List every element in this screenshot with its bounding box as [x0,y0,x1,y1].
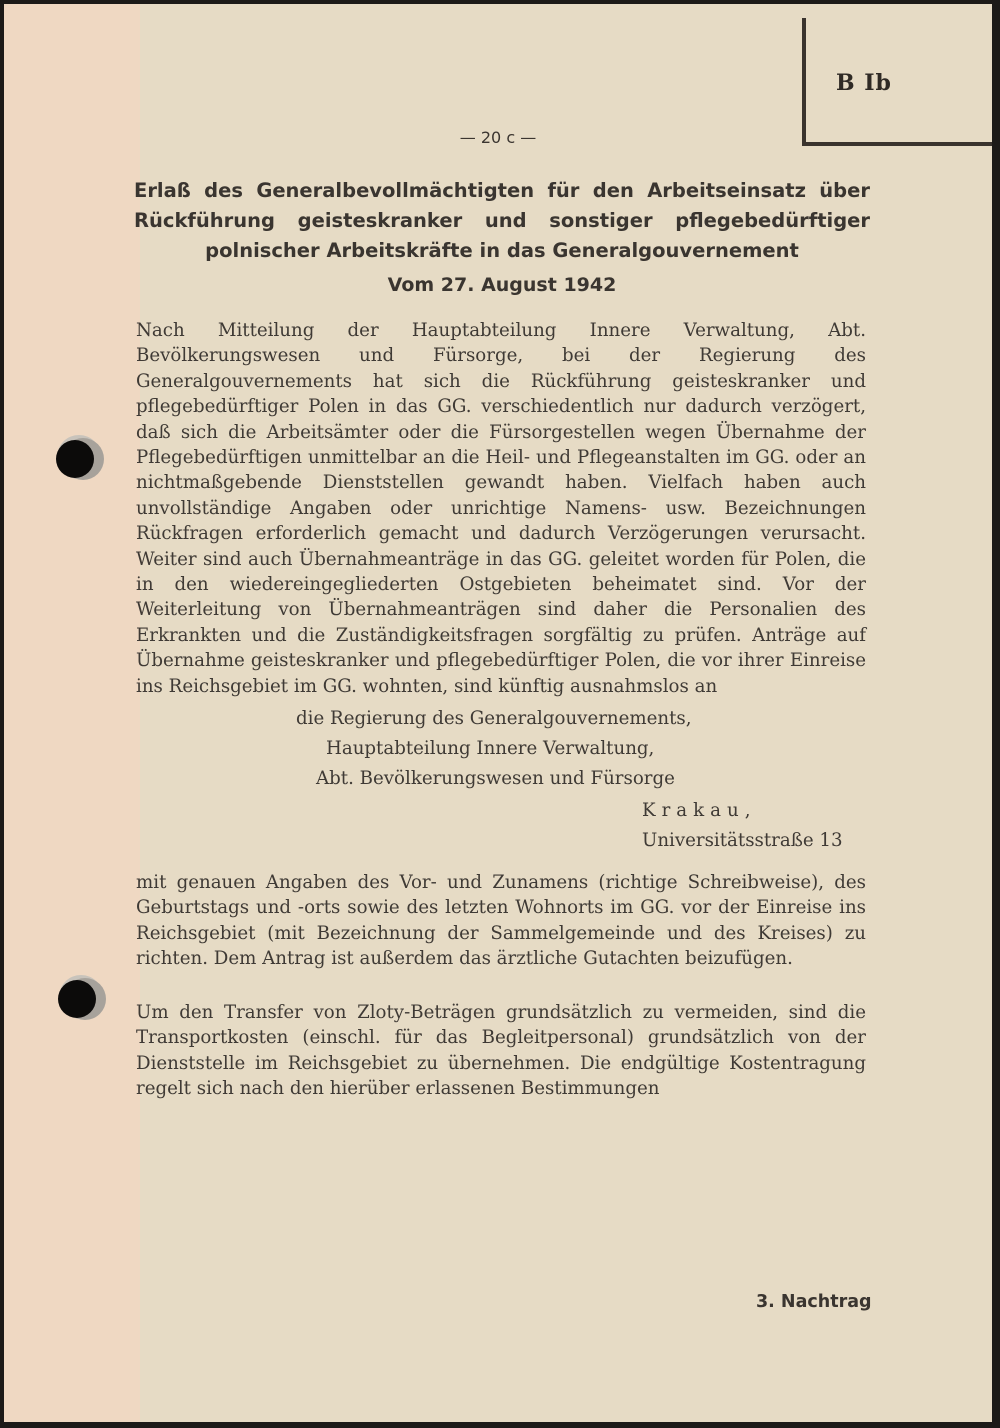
address-line-division: Abt. Bevölkerungswesen und Fürsorge [316,768,675,789]
punch-hole-top [56,440,94,478]
address-street: Universitätsstraße 13 [642,830,843,851]
paper-margin-band [4,4,140,1422]
body-paragraph-1: Nach Mitteilung der Hauptabteilung Innere Verwaltung, Abt. Bevölkerungswesen und Fürsorge, bei der Regierung des Generalgouvernements hat sich die Rückführung geisteskranker und pflegebedürftiger Polen in das GG. verschiedentlich nur dadurch verzögert, daß sich die Arbeitsämter oder die Fürsorgestellen wegen Übernahme der Pflegebedürftigen unmittelbar an die Heil- und Pflegeanstalten im GG. oder an nichtmaßgebende Dienststellen gewandt haben. Vielfach haben auch unvollständige Angaben oder unrichtige Namens- usw. Bezeichnungen Rückfragen erforderlich gemacht und dadurch Verzögerungen verursacht. Weiter sind auch Übernahmeanträge in das GG. geleitet worden für Polen, die in den wiedereingegliederten Ostgebieten beheimatet sind. Vor der Weiterleitung von Übernahmeanträgen sind daher die Personalien des Erkrankten und die Zuständigkeitsfragen sorgfältig zu prüfen. Anträge auf Übernahme geisteskranker und pflegebedürftiger Polen, die vor ihrer Einreise ins Reichsgebiet im GG. wohnten, sind künftig ausnahmslos an [136,320,866,697]
address-city: Krakau, [642,800,757,821]
supplement-note: 3. Nachtrag [756,1292,872,1312]
address-line-authority: die Regierung des Generalgouvernements, [296,708,692,729]
page-number: — 20 c — [459,128,537,147]
decree-title: Erlaß des Generalbevollmächtigten für den Arbeitseinsatz über Rückführung geisteskranker und sonstiger pflegebedürftiger polnischer Arbeitskräfte in das Generalgouvernement [134,179,870,262]
address-line-department: Hauptabteilung Innere Verwaltung, [326,738,655,759]
register-tab [802,18,992,146]
decree-date: Vom 27. August 1942 [387,274,617,296]
body-paragraph-3: Um den Transfer von Zloty-Beträgen grundsätzlich zu vermeiden, sind die Transportkosten (einschl. für das Begleitpersonal) grundsätzlich von der Dienststelle im Reichsgebiet zu übernehmen. Die endgültige Kostentragung regelt sich nach den hierüber erlassenen Bestimmungen [136,1002,866,1100]
register-tab-label: B Ib [836,70,892,96]
body-paragraph-2: mit genauen Angaben des Vor- und Zunamens (richtige Schreibweise), des Geburtstags und -orts sowie des letzten Wohnorts im GG. vor der Einreise ins Reichsgebiet (mit Bezeichnung der Sammelgemeinde und des Kreises) zu richten. Dem Antrag ist außerdem das ärztliche Gutachten beizufügen. [136,872,866,970]
document-page [4,4,992,1422]
punch-hole-bottom [58,980,96,1018]
